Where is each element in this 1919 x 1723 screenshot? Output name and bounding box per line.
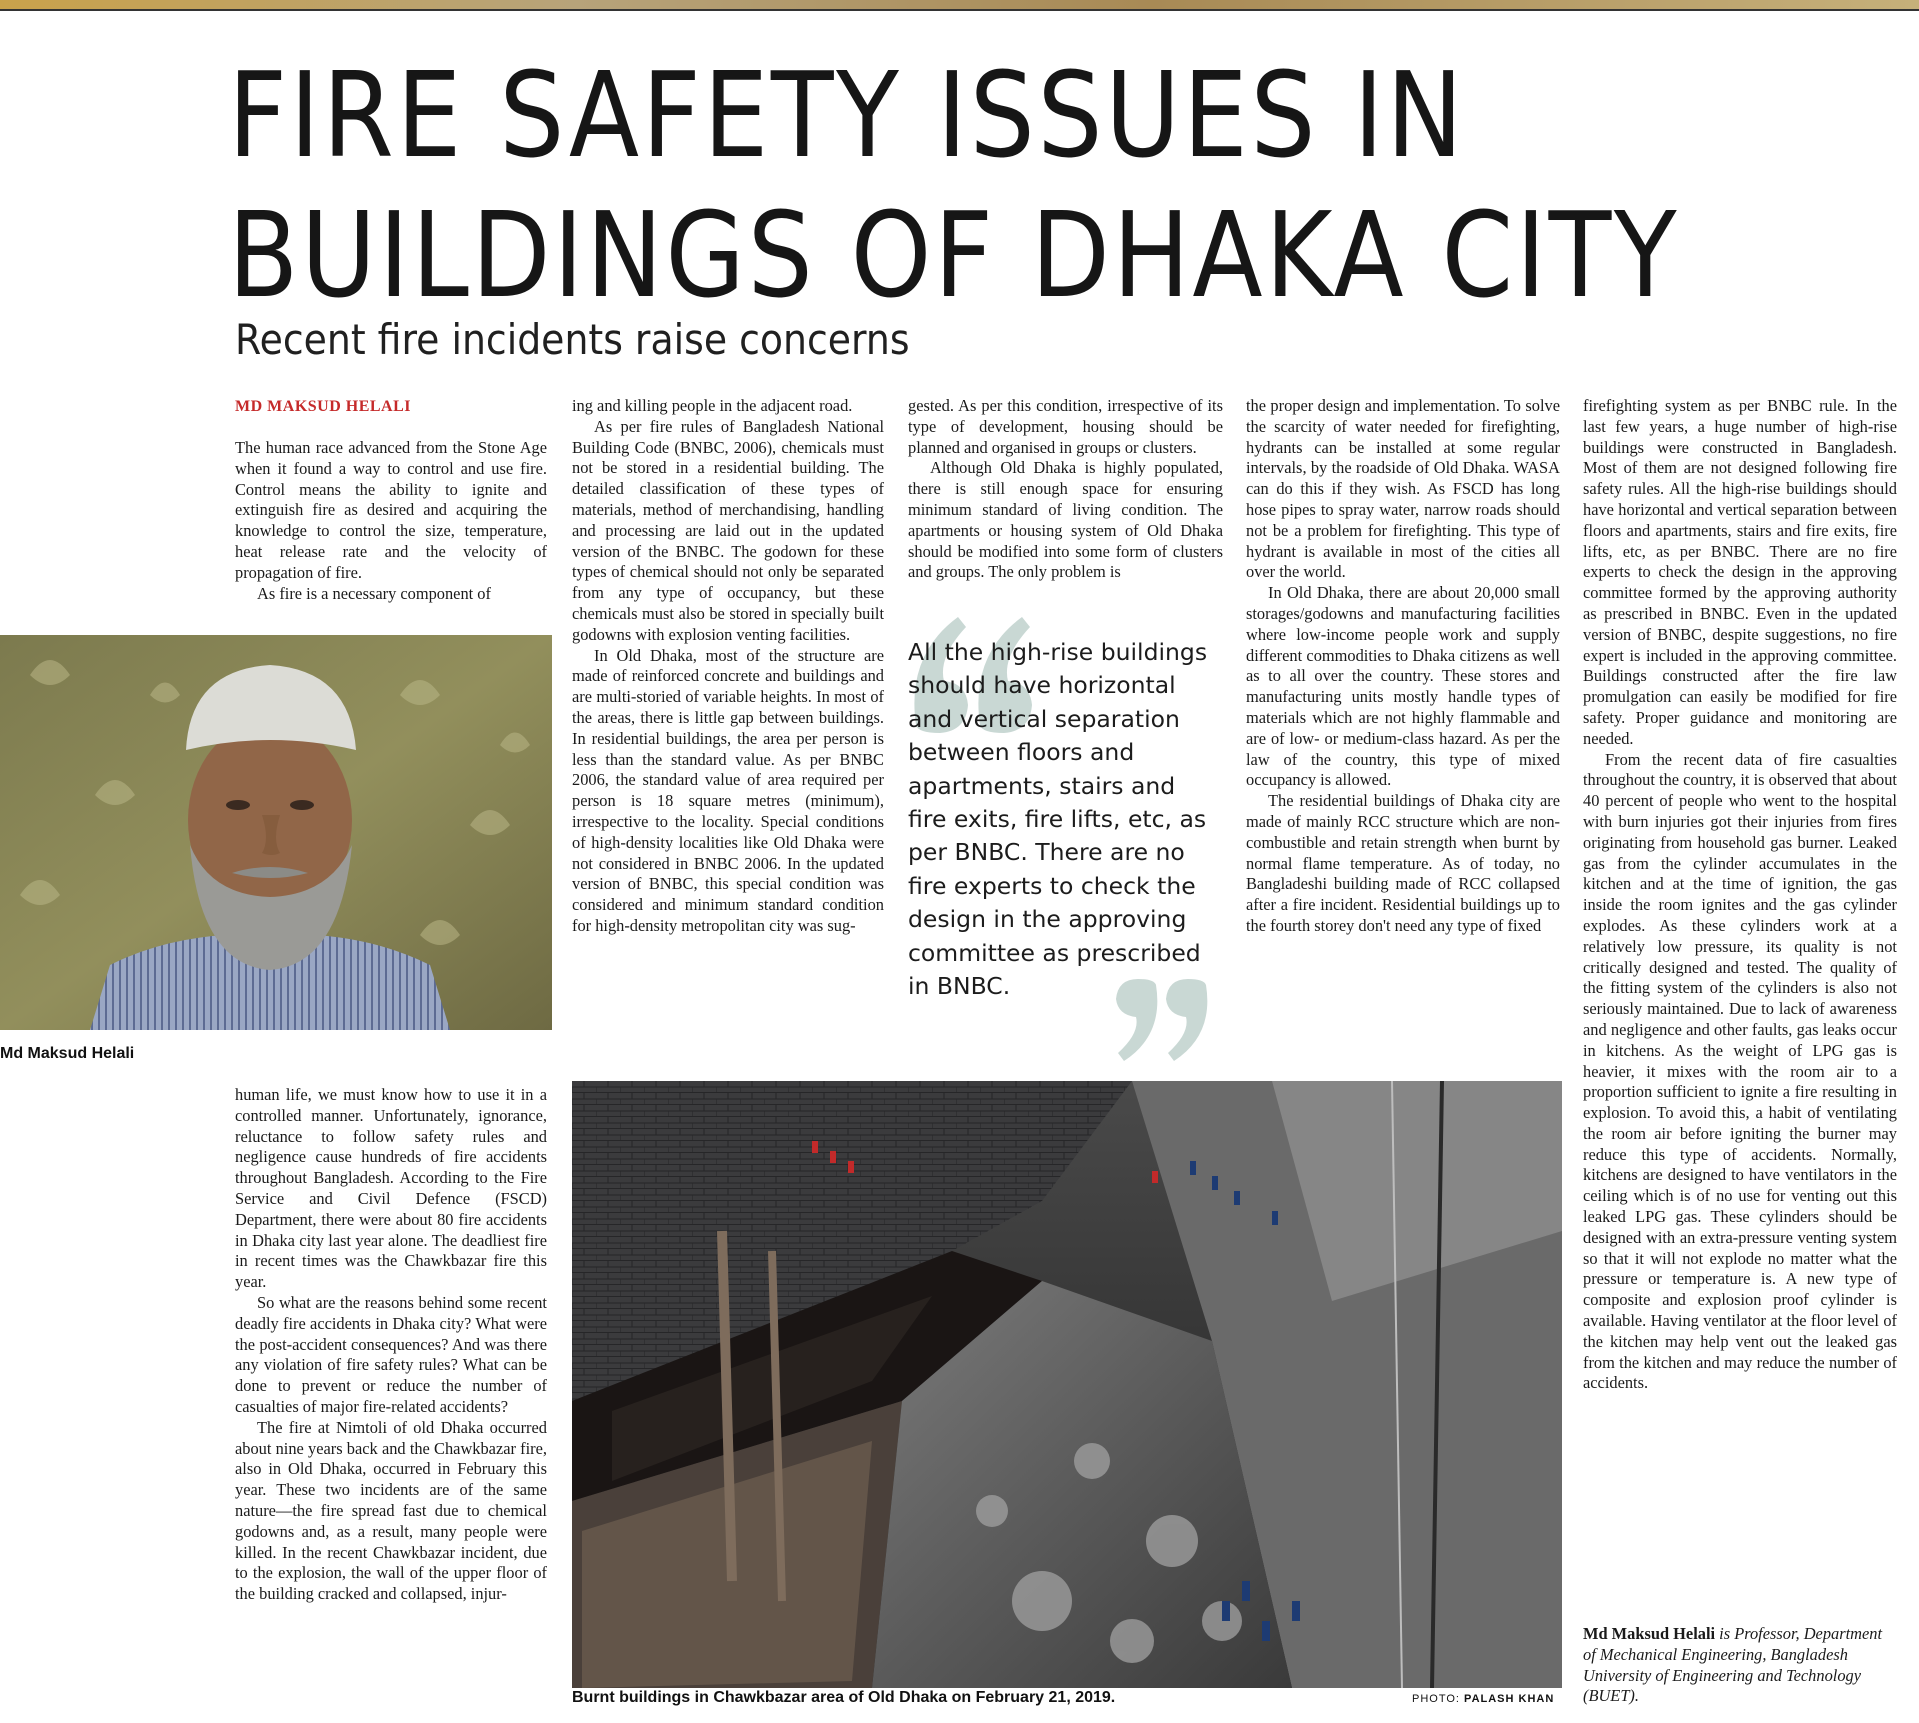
- paragraph: From the recent data of fire casualties throughout the country, it is observed that about 40 percent of people who went to the hospital with burn injuries got their injuries from fires originating from household gas burner. Leaked gas from the cylinder accumulates in the kitchen and at the time of ignition, the gas inside the room ignites and the gas cylinder explodes. As these cylinders work at a relatively low pressure, its quality is not critically designed and tested. The quality of the fitting system of the cylinders is also not seriously maintained. Due to lack of awareness and negligence and other faults, gas leaks occur in kitchens. As the weight of LPG gas is heavier, it mixes with the room air to a proportion sufficient to ignite a fire resulting in explosion. To avoid this, a habit of ventilating the room air before igniting the burner may reduce this type of accidents. Normally, kitchens are designed to have ventilators in the ceiling which is of no use for venting out this leaked LPG gas. These cylinders should be designed with an extra-pressure venting system so that it will not explode no matter what the pressure or temperature is. A new type of composite and explosion proof cylinder is available. Having ventilator at the floor level of the kitchen may help vent out the leaked gas from the kitchen and may reduce the number of accidents.: [1583, 749, 1897, 1393]
- paragraph: In Old Dhaka, there are about 20,000 small storages/godowns and manufacturing facilities where low-income people work and supply different commodities to Dhaka citizens as well as to all over the country. These stores and manufacturing units mostly handle types of materials which are not highly flammable and are of low- or medium-class hazard. As per the law of the country, this type of mixed occupancy is allowed.: [1246, 583, 1560, 790]
- main-photo: [572, 1081, 1562, 1688]
- column-5: [1583, 396, 1897, 1394]
- paragraph: Although Old Dhaka is highly populated, there is still enough space for ensuring minimum standard of living condition. The apartments or housing system of Old Dhaka should be modified into some form of clusters and groups. The only problem is: [908, 458, 1223, 582]
- paragraph: The residential buildings of Dhaka city are made of mainly RCC structure which are non-combustible and retain strength when burnt by normal flame temperature. As of today, no Bangladeshi building made of RCC collapsed after a fire incident. Residential buildings up to the fourth storey don't need any type of fixed: [1246, 791, 1560, 935]
- photo-caption: Burnt buildings in Chawkbazar area of Old Dhaka on February 21, 2019.: [572, 1689, 1116, 1706]
- photo-credit: [1412, 1693, 1554, 1705]
- author-portrait: [0, 635, 552, 1030]
- headline-line-2: BUILDINGS OF DHAKA CITY: [228, 186, 1680, 324]
- column-3: [908, 396, 1223, 583]
- author-bio: [1583, 1624, 1893, 1707]
- paragraph: human life, we must know how to use it in a controlled manner. Unfortunately, ignorance, reluctance to follow safety rules and negligence cause hundreds of fire accidents throughout Bangladesh. According to the Fire Service and Civil Defence (FSCD) Department, there were about 80 fire accidents in Dhaka city last year alone. The deadliest fire in recent times was the Chawkbazar fire this year.: [235, 1085, 547, 1292]
- headline: [228, 45, 1680, 325]
- headline-line-1: FIRE SAFETY ISSUES IN: [228, 46, 1466, 184]
- paragraph: The human race advanced from the Stone Age when it found a way to control and use fire. Control means the ability to ignite and extinguish fire as desired and acquiring the knowledge to control the size, temperature, heat release rate and the velocity of propagation of fire.: [235, 438, 547, 582]
- paragraph: The fire at Nimtoli of old Dhaka occurred about nine years back and the Chawkbazar fire, also in Old Dhaka, occurred in February this year. These two incidents are of the same nature—the fire spread fast due to chemical godowns and, as a result, many people were killed. In the recent Chawkbazar incident, due to the explosion, the wall of the upper floor of the building cracked and collapsed, injur-: [235, 1417, 547, 1604]
- column-1-bottom: [235, 1085, 547, 1605]
- portrait-image: [0, 635, 552, 1030]
- paragraph: ing and killing people in the adjacent road.: [572, 396, 853, 415]
- photo-credit-name: PALASH KHAN: [1464, 1693, 1555, 1705]
- close-quote-icon: [1110, 975, 1210, 1065]
- burnt-buildings-image: [572, 1081, 1562, 1688]
- paragraph: firefighting system as per BNBC rule. In the last few years, a huge number of high-rise buildings were constructed in Bangladesh. Most of them are not designed following fire safety rules. All the high-rise buildings should have horizontal and vertical separation between floors and apartments, stairs and fire exits, fire lifts, etc, as per BNBC. There are no fire experts to check the design in the approving committee formed by the approving authority as prescribed in BNBC. Even in the updated version of BNBC, despite suggestions, no fire expert is included in the approving committee. Buildings constructed after the fire law promulgation can easily be modified for fire safety. Proper guidance and monitoring are needed.: [1583, 396, 1897, 748]
- bio-name: Md Maksud Helali: [1583, 1624, 1716, 1643]
- paragraph: the proper design and implementation. To solve the scarcity of water needed for firefighting, hydrants can be installed at some regular intervals, by the roadside of Old Dhaka. WASA can do this if they wish. As FSCD has long hose pipes to spray water, narrow roads should not be a problem for firefighting. This type of hydrant is available in most of the cities all over the world.: [1246, 396, 1560, 582]
- subheadline: Recent fire incidents raise concerns: [235, 315, 910, 364]
- paragraph: As fire is a necessary component of: [257, 583, 491, 603]
- column-2: [572, 396, 884, 937]
- byline: MD MAKSUD HELALI: [235, 398, 412, 415]
- paragraph: In Old Dhaka, most of the structure are made of reinforced concrete and buildings and are multi-storied of variable heights. In most of the areas, there is little gap between buildings. In residential buildings, the area per person is less than the standard value. As per BNBC 2006, the standard value of area required per person is 18 square metres (minimum), irrespective to the locality. Special conditions of high-density localities like Old Dhaka were not considered in BNBC 2006. In the updated version of BNBC, this special condition was considered and minimum standard condition for high-density metropolitan city was sug-: [572, 645, 884, 935]
- paragraph: So what are the reasons behind some recent deadly fire accidents in Dhaka city? What were the post-accident consequences? And was there any violation of fire safety rules? What can be done to prevent or reduce the number of casualties of major fire-related accidents?: [235, 1292, 547, 1416]
- pull-quote: All the high-rise buildings should have horizontal and vertical separation between floors and apartments, stairs and fire exits, fire lifts, etc, as per BNBC. There are no fire experts to check the design in the approving committee as prescribed in BNBC.: [908, 638, 1208, 1001]
- photo-credit-label: PHOTO:: [1412, 1693, 1460, 1705]
- portrait-caption: Md Maksud Helali: [0, 1045, 135, 1062]
- paragraph: gested. As per this condition, irrespective of its type of development, housing should be planned and organised in groups or clusters.: [908, 396, 1223, 457]
- column-4: [1246, 396, 1560, 937]
- column-1-top: [235, 438, 547, 604]
- paragraph: As per fire rules of Bangladesh National Building Code (BNBC, 2006), chemicals must not be stored in a residential building. The detailed classification of these types of materials, method of merchandising, handling and processing are laid out in the updated version of the BNBC. The godown for these types of chemical should not only be separated from any type of occupancy, but these chemicals must also be stored in specially built godowns with explosion venting facilities.: [572, 416, 884, 644]
- top-color-strip: [0, 0, 1919, 9]
- bio-text: is Professor, Department of Mechanical Engineering, Bangladesh University of Engineering and Technology (BUET).: [1583, 1624, 1883, 1706]
